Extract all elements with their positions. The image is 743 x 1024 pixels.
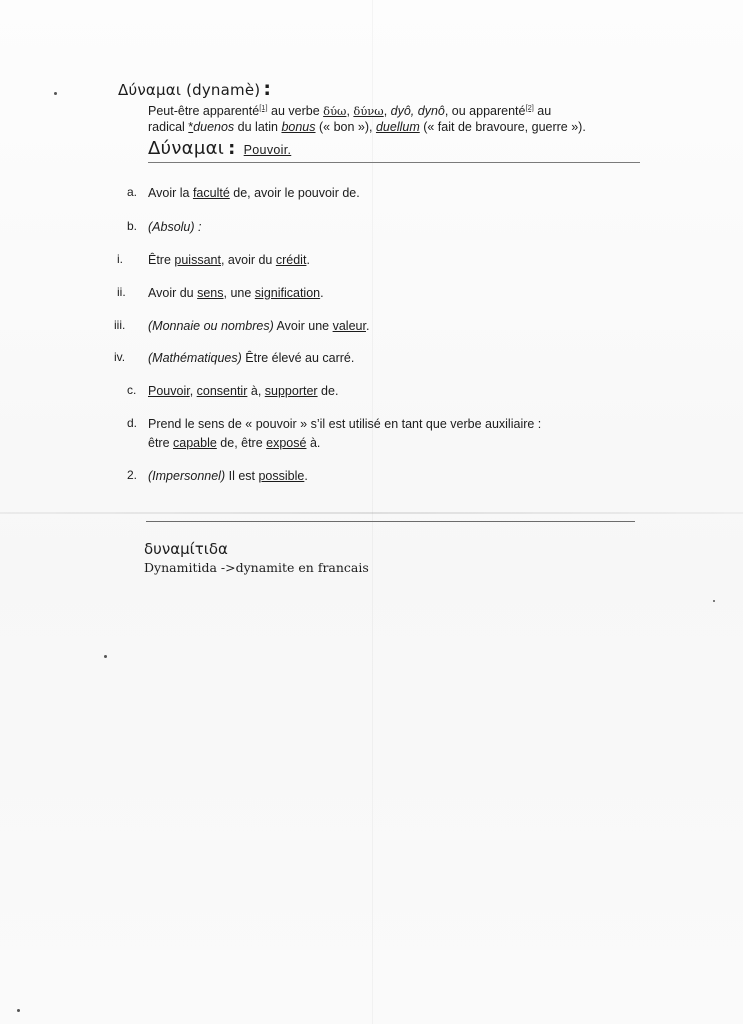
sense-marker: iv. (114, 350, 126, 364)
footnote-ref (259, 103, 267, 112)
lemma-colon: : (228, 138, 236, 159)
dust-speck (104, 655, 107, 658)
wiki-link[interactable]: consentir (196, 384, 248, 398)
sense-text (148, 468, 308, 484)
italic-text: (Absolu) : (148, 220, 202, 234)
wiki-link[interactable]: signification (254, 286, 321, 300)
wiki-link[interactable]: sens (197, 286, 224, 300)
text-span: Avoir du (148, 286, 198, 300)
text-span: de, être (216, 436, 267, 450)
paper-fold-vertical (372, 0, 373, 1024)
sense-marker: ii. (117, 285, 126, 299)
text-span: être (148, 436, 174, 450)
text-span: . (304, 469, 308, 483)
sense-marker: 2. (127, 468, 138, 482)
etymology-line-1 (148, 103, 618, 119)
sense-text (148, 318, 369, 334)
wiki-link[interactable]: valeur (332, 319, 366, 333)
italic-text: dyô, dynô (390, 104, 445, 118)
heading-word: Δύναμαι (dynamè) (118, 81, 261, 99)
sense-text (148, 383, 338, 399)
wiki-link[interactable]: supporter (264, 384, 318, 398)
wiki-link[interactable]: bonus (281, 120, 316, 134)
text-span: (« fait de bravoure, guerre »). (419, 120, 586, 134)
italic-text: (Impersonnel) (148, 469, 226, 483)
italic-text: (Monnaie ou nombres) (148, 319, 274, 333)
lemma-word: Δύναμαι (148, 138, 225, 159)
italic-text: (Mathématiques) (148, 351, 242, 365)
entry-heading (118, 78, 271, 100)
section-divider (146, 521, 635, 522)
text-span: Être (148, 253, 175, 267)
greek-word-link[interactable]: δύνω (353, 104, 384, 118)
wiki-link[interactable]: * (188, 120, 194, 134)
text-span: du latin (234, 120, 282, 134)
text-span: , (383, 104, 391, 118)
heading-colon: : (263, 78, 272, 100)
text-span: , avoir du (220, 253, 276, 267)
section2-text: Dynamitida ->dynamite en francais (144, 560, 369, 575)
text-span: à, (247, 384, 265, 398)
text-span: Être élevé au carré. (241, 351, 355, 365)
heading-divider (148, 162, 640, 163)
sense-text (148, 350, 354, 366)
text-span: , ou apparenté (444, 104, 526, 118)
dust-speck (54, 92, 57, 95)
lemma-line (148, 138, 291, 159)
etymology-line-2 (148, 119, 618, 135)
sense-marker: iii. (114, 318, 126, 332)
dust-speck (17, 1009, 20, 1012)
wiki-link[interactable]: crédit (275, 253, 307, 267)
wiki-link[interactable]: Pouvoir (148, 384, 190, 398)
wiki-link[interactable]: duellum (375, 120, 420, 134)
text-span: Avoir la (148, 186, 193, 200)
sense-text (148, 185, 360, 201)
text-span: au verbe (267, 104, 324, 118)
sense-text (148, 219, 202, 235)
sense-text (148, 416, 541, 432)
section2-title: δυναμίτιδα (144, 540, 228, 558)
text-span: de. (317, 384, 339, 398)
wiki-link[interactable]: capable (173, 436, 217, 450)
wiki-link[interactable]: exposé (266, 436, 307, 450)
footnote-ref-link[interactable]: [2] (525, 102, 534, 112)
wiki-link[interactable]: possible (258, 469, 305, 483)
text-span: , (189, 384, 197, 398)
greek-word-link[interactable]: δύω (323, 104, 347, 118)
text-span: , une (223, 286, 255, 300)
text-span: . (306, 253, 310, 267)
wiki-link[interactable]: puissant (174, 253, 221, 267)
dust-speck (713, 600, 715, 602)
sense-text (148, 435, 320, 451)
text-span: radical (148, 120, 189, 134)
sense-marker: b. (127, 219, 138, 233)
text-span: Peut-être apparenté (148, 104, 260, 118)
text-span: à. (306, 436, 321, 450)
sense-marker: i. (117, 252, 123, 266)
sense-marker: c. (127, 383, 137, 397)
sense-text (148, 285, 324, 301)
italic-text: duenos (193, 120, 235, 134)
text-span: de, avoir le pouvoir de. (229, 186, 360, 200)
text-span: , (346, 104, 354, 118)
text-span: . (365, 319, 370, 333)
text-span: (« bon »), (315, 120, 376, 134)
text-span: . (320, 286, 324, 300)
sense-marker: a. (127, 185, 138, 199)
wiki-link[interactable]: faculté (192, 186, 230, 200)
sense-marker: d. (127, 416, 138, 430)
text-span: Prend le sens de « pouvoir » s’il est utilisé en tant que verbe auxiliaire : (148, 417, 542, 431)
sense-text (148, 252, 310, 268)
text-span: Il est (225, 469, 259, 483)
footnote-ref (525, 103, 533, 112)
text-span: au (533, 104, 552, 118)
text-span: Avoir une (273, 319, 333, 333)
footnote-ref-link[interactable]: [1] (259, 102, 268, 112)
lemma-definition-link[interactable]: Pouvoir. (243, 143, 292, 157)
